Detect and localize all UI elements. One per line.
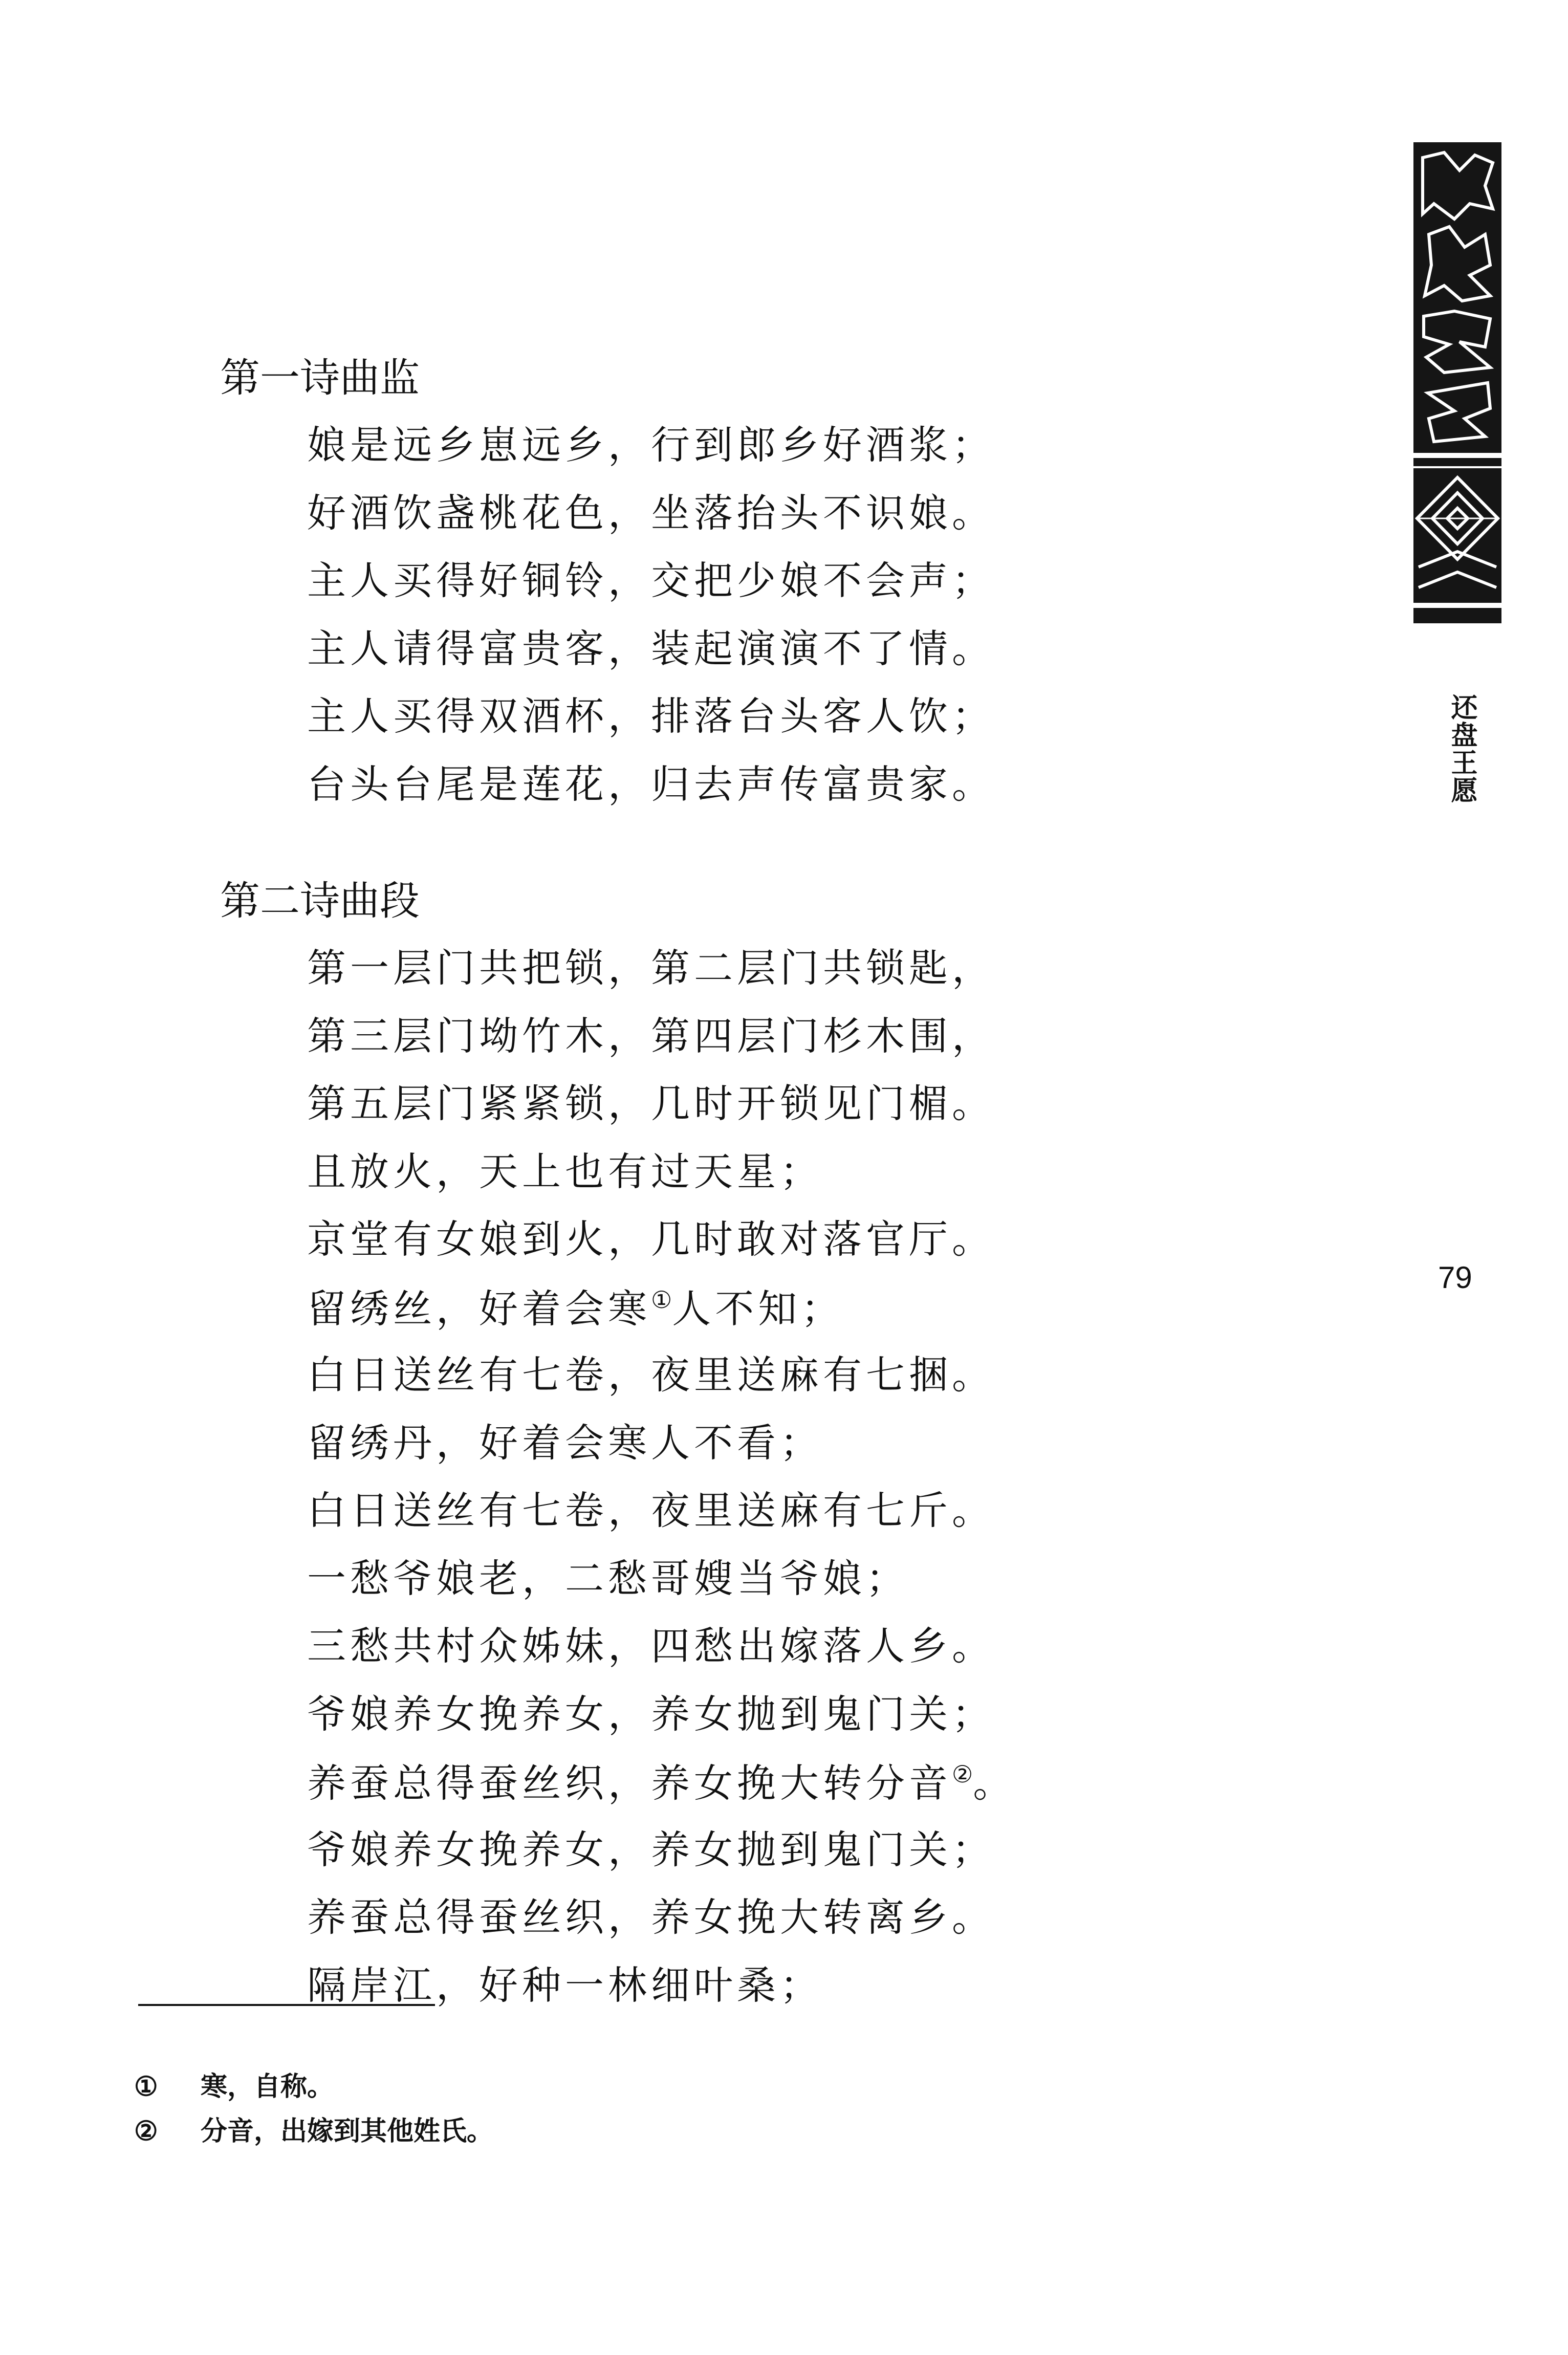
footnote-divider [138, 2004, 435, 2006]
verse-line: 第一层门共把锁，第二层门共锁匙， [307, 945, 995, 991]
verse-line: 爷娘养女挽养女，养女抛到鬼门关； [307, 1691, 995, 1737]
footnote-text: 寒，自称。 [201, 2071, 334, 2102]
verse-text: 人不知； [672, 1286, 844, 1332]
verse-line: 养蚕总得蚕丝织，养女挽大转离乡。 [307, 1894, 995, 1940]
verse-line: 主人买得双酒杯，排落台头客人饮； [307, 693, 995, 739]
verse-line: 爷娘养女挽养女，养女抛到鬼门关； [307, 1827, 995, 1872]
footnote-mark: ① [134, 2071, 158, 2102]
verse-line: 第三层门坳竹木，第四层门杉木围， [307, 1013, 995, 1059]
verse-line: 白日送丝有七卷，夜里送麻有七斤。 [307, 1488, 995, 1533]
verse-line-with-footnote [307, 1286, 844, 1332]
footnote-ref: ① [651, 1286, 672, 1314]
verse-line-with-footnote [307, 1760, 1016, 1806]
verse-text: 。 [973, 1760, 1016, 1806]
verse-line: 主人请得富贵客，装起演演不了情。 [307, 626, 995, 671]
footnote [134, 2065, 334, 2103]
decorative-emblem [1413, 142, 1501, 623]
running-header-vertical: 还盘王愿 [1446, 693, 1477, 804]
verse-line: 台头台尾是莲花，归去声传富贵家。 [307, 761, 995, 807]
verse-line: 留绣丹，好着会寒人不看； [307, 1420, 823, 1466]
verse-line: 好酒饮盏桃花色，坐落抬头不识娘。 [307, 490, 995, 536]
verse-line: 娘是远乡崽远乡，行到郎乡好酒浆； [307, 422, 995, 468]
verse-line: 一愁爷娘老，二愁哥嫂当爷娘； [307, 1556, 909, 1601]
verse-line: 且放火，天上也有过天星； [307, 1149, 823, 1194]
footnote-text: 分音，出嫁到其他姓氏。 [201, 2116, 494, 2147]
verse-text: 留绣丝，好着会寒 [307, 1286, 651, 1332]
verse-line: 京堂有女娘到火，几时敢对落官厅。 [307, 1216, 995, 1262]
footnote-mark: ② [134, 2116, 158, 2147]
footnote-ref: ② [952, 1760, 973, 1788]
footnote [134, 2109, 493, 2148]
verse-line: 三愁共村众姊妹，四愁出嫁落人乡。 [307, 1623, 995, 1669]
verse-line: 白日送丝有七卷，夜里送麻有七捆。 [307, 1352, 995, 1398]
verse-line: 主人买得好铜铃，交把少娘不会声； [307, 558, 995, 603]
section-title: 第一诗曲监 [220, 355, 420, 401]
section-title: 第二诗曲段 [220, 878, 420, 924]
verse-line: 隔岸江，好种一林细叶桑； [307, 1962, 823, 2008]
verse-line: 第五层门紧紧锁，几时开锁见门楣。 [307, 1081, 995, 1126]
verse-text: 养蚕总得蚕丝织，养女挽大转分音 [307, 1760, 952, 1806]
page-number: 79 [1438, 1260, 1472, 1295]
